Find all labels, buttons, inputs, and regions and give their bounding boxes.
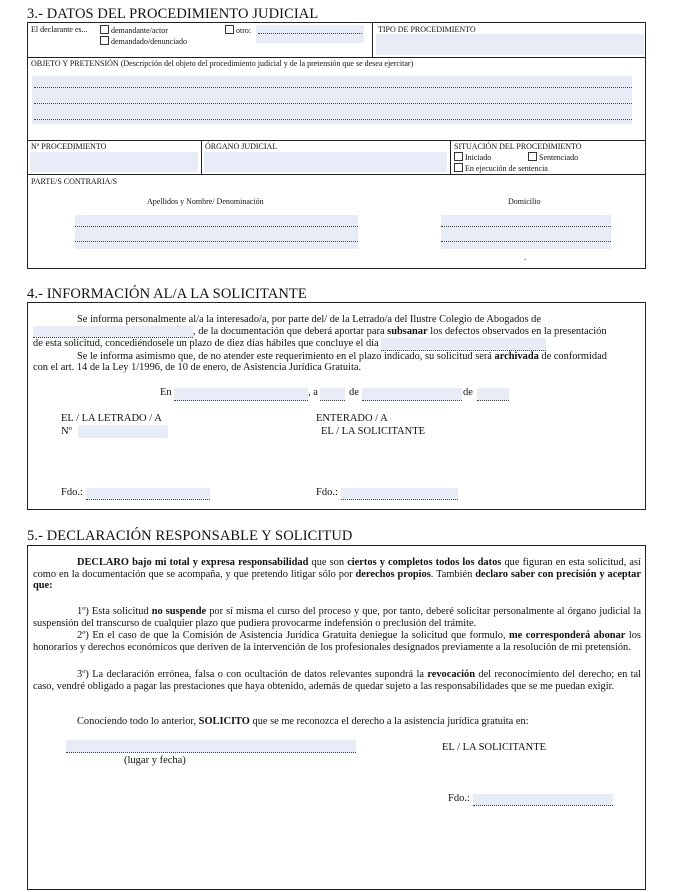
option-demandante[interactable]: demandante/actor — [100, 25, 168, 35]
declaro-paragraph: DECLARO bajo mi total y expresa responsabilidad que son ciertos y completos todos los datos que figuran en esta solicitud, así como en la documentación que se acompaña, y que pretendo litigar sólo por derechos propios. También declaro saber con precisión y aceptar que: — [33, 557, 641, 592]
option-ejecucion[interactable]: En ejecución de sentencia — [454, 163, 548, 173]
organo-judicial-field[interactable] — [204, 152, 447, 172]
num-procedimiento-label: Nº PROCEDIMIENTO — [31, 142, 107, 151]
iniciado-checkbox[interactable] — [454, 152, 463, 161]
lugar-fecha-field[interactable] — [66, 740, 356, 753]
section-5-title: 5.- DECLARACIÓN RESPONSABLE Y SOLICITUD — [27, 528, 353, 544]
plazo-fecha-field[interactable] — [381, 338, 546, 351]
objeto-field[interactable] — [32, 76, 632, 124]
fdo-letrado-label: Fdo.: — [61, 487, 83, 498]
domicilio-label: Domicilio — [508, 197, 541, 206]
fdo-letrado-field[interactable] — [86, 488, 210, 500]
ejecucion-checkbox[interactable] — [454, 163, 463, 172]
sentenciado-checkbox[interactable] — [528, 152, 537, 161]
letrado-label: EL / LA LETRADO / A — [61, 413, 162, 424]
fdo-solicitante-label-s4: Fdo.: — [316, 487, 338, 498]
parte-nombre-field[interactable] — [75, 215, 358, 249]
option-sentenciado[interactable]: Sentenciado — [528, 152, 578, 162]
mes-field[interactable] — [362, 388, 462, 401]
de-label-2: de — [463, 387, 473, 398]
en-label: En — [160, 387, 172, 398]
objeto-label: OBJETO Y PRETENSIÓN (Descripción del objeto del procedimiento judicial y de la pretensión que se desea ejercitar) — [31, 59, 414, 68]
tipo-procedimiento-label: TIPO DE PROCEDIMIENTO — [378, 25, 476, 34]
otro-checkbox[interactable] — [225, 25, 234, 34]
declarante-label: El declarante es... — [31, 25, 88, 34]
enterado-label: ENTERADO / A — [316, 413, 388, 424]
solicitante-label-s4: EL / LA SOLICITANTE — [321, 426, 426, 437]
solicito-paragraph: Conociendo todo lo anterior, SOLICITO que se me reconozca el derecho a la asistencia jurídica gratuita en: — [77, 716, 529, 727]
info-paragraph-1: Se informa personalmente al/a la interesado/a, por parte del/ de la Letrado/a del Ilustre Colegio de Abogados de , de la documentación que deberá aportar para subsanar los defectos observados en la presentación de esta solicitud, concediéndosele un plazo de diez días hábiles que concluye el día Se le informa asimismo que, de no atender este requerimiento en el plazo indicado, su solicitud será archivada de conformidad con el art. 14 de la Ley 1/1996, de 10 de enero, de Asistencia Jurídica Gratuita. — [33, 314, 607, 374]
anio-field[interactable] — [477, 388, 509, 401]
tipo-procedimiento-field[interactable] — [376, 34, 644, 55]
demandante-checkbox[interactable] — [100, 25, 109, 34]
lugar-field[interactable] — [174, 388, 308, 401]
organo-judicial-label: ÓRGANO JUDICIAL — [205, 142, 278, 151]
num-colegiado-field[interactable] — [78, 425, 168, 438]
solicitante-label-s5: EL / LA SOLICITANTE — [442, 742, 547, 753]
situacion-label: SITUACIÓN DEL PROCEDIMIENTO — [454, 142, 582, 151]
item-2-paragraph: 2º) En el caso de que la Comisión de Asistencia Jurídica Gratuita deniegue la solicitud que formulo, me corresponderá abonar los honorarios y derechos económicos que deriven de la intervención de los profesionales designados previamente a la resolución de mi pretensión. — [33, 630, 641, 653]
section-4-title: 4.- INFORMACIÓN AL/A LA SOLICITANTE — [27, 286, 307, 302]
fdo-solicitante-label-s5: Fdo.: — [448, 793, 470, 804]
option-demandado[interactable]: demandado/denunciado — [100, 36, 187, 46]
partes-contrarias-label: PARTE/S CONTRARIA/S — [31, 177, 118, 186]
a-label: , a — [308, 387, 318, 398]
num-procedimiento-field[interactable] — [30, 152, 198, 172]
parte-domicilio-field[interactable] — [441, 215, 611, 249]
lugar-fecha-label: (lugar y fecha) — [124, 755, 186, 766]
item-3-paragraph: 3º) La declaración errónea, falsa o con ocultación de datos relevantes supondrá la revocación del reconocimiento del derecho; en tal caso, vendré obligado a pagar las prestaciones que haya obtenido, además de quedar sujeto a las responsabilidades que se me puedan exigir. — [33, 669, 642, 692]
fdo-solicitante-field-s4[interactable] — [341, 488, 458, 500]
demandado-checkbox[interactable] — [100, 36, 109, 45]
colegio-field[interactable] — [33, 326, 193, 339]
otro-field[interactable] — [256, 25, 364, 43]
de-label-1: de — [349, 387, 359, 398]
num-colegiado-label: Nº — [61, 426, 72, 437]
fdo-solicitante-field-s5[interactable] — [473, 794, 613, 806]
section-3-title: 3.- DATOS DEL PROCEDIMIENTO JUDICIAL — [27, 6, 319, 22]
item-1-paragraph: 1º) Esta solicitud no suspende por sí misma el curso del proceso y que, por tanto, deberé solicitar personalmente al órgano judicial la suspensión del transcurso de cualquier plazo que pudiera provocarme indefensión o preclusión del trámite. — [33, 606, 641, 629]
apellidos-label: Apellidos y Nombre/ Denominación — [147, 197, 264, 206]
dia-field[interactable] — [320, 388, 345, 401]
option-iniciado[interactable]: Iniciado — [454, 152, 491, 162]
option-otro[interactable]: otro: — [225, 25, 251, 35]
